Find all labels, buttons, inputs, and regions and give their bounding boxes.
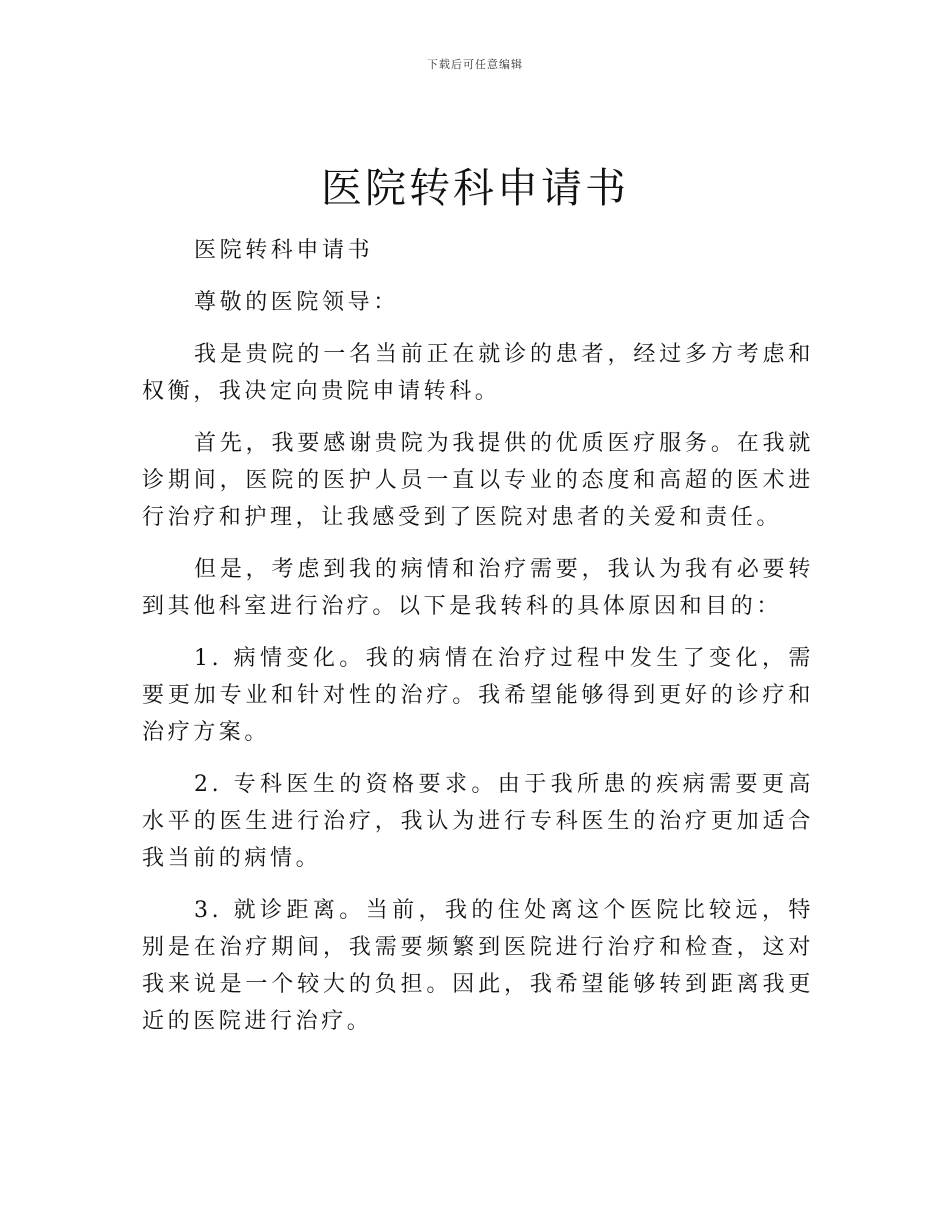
header-note: 下载后可任意编辑 <box>427 58 523 71</box>
paragraph-subtitle: 医院转科申请书 <box>194 238 374 263</box>
paragraph-reason-1: 1. 病情变化。我的病情在治疗过程中发生了变化，需要更加专业和针对性的治疗。我希望能够得到更好的诊疗和治疗方案。 <box>142 646 814 745</box>
paragraph-salutation: 尊敬的医院领导： <box>194 290 399 315</box>
paragraph-reasons-intro: 但是，考虑到我的病情和治疗需要，我认为我有必要转到其他科室进行治疗。以下是我转科的具体原因和目的： <box>142 557 814 619</box>
paragraph-intro: 我是贵院的一名当前正在就诊的患者，经过多方考虑和权衡，我决定向贵院申请转科。 <box>142 342 814 404</box>
paragraph-thanks: 首先，我要感谢贵院为我提供的优质医疗服务。在我就诊期间，医院的医护人员一直以专业的态度和高超的医术进行治疗和护理，让我感受到了医院对患者的关爱和责任。 <box>142 431 814 530</box>
document-title: 医院转科申请书 <box>321 164 629 212</box>
paragraph-reason-3: 3. 就诊距离。当前，我的住处离这个医院比较远，特别是在治疗期间，我需要频繁到医院进行治疗和检查，这对我来说是一个较大的负担。因此，我希望能够转到距离我更近的医院进行治疗。 <box>142 898 814 1034</box>
paragraph-reason-2: 2. 专科医生的资格要求。由于我所患的疾病需要更高水平的医生进行治疗，我认为进行专科医生的治疗更加适合我当前的病情。 <box>142 772 814 871</box>
document-body <box>142 232 814 1055</box>
